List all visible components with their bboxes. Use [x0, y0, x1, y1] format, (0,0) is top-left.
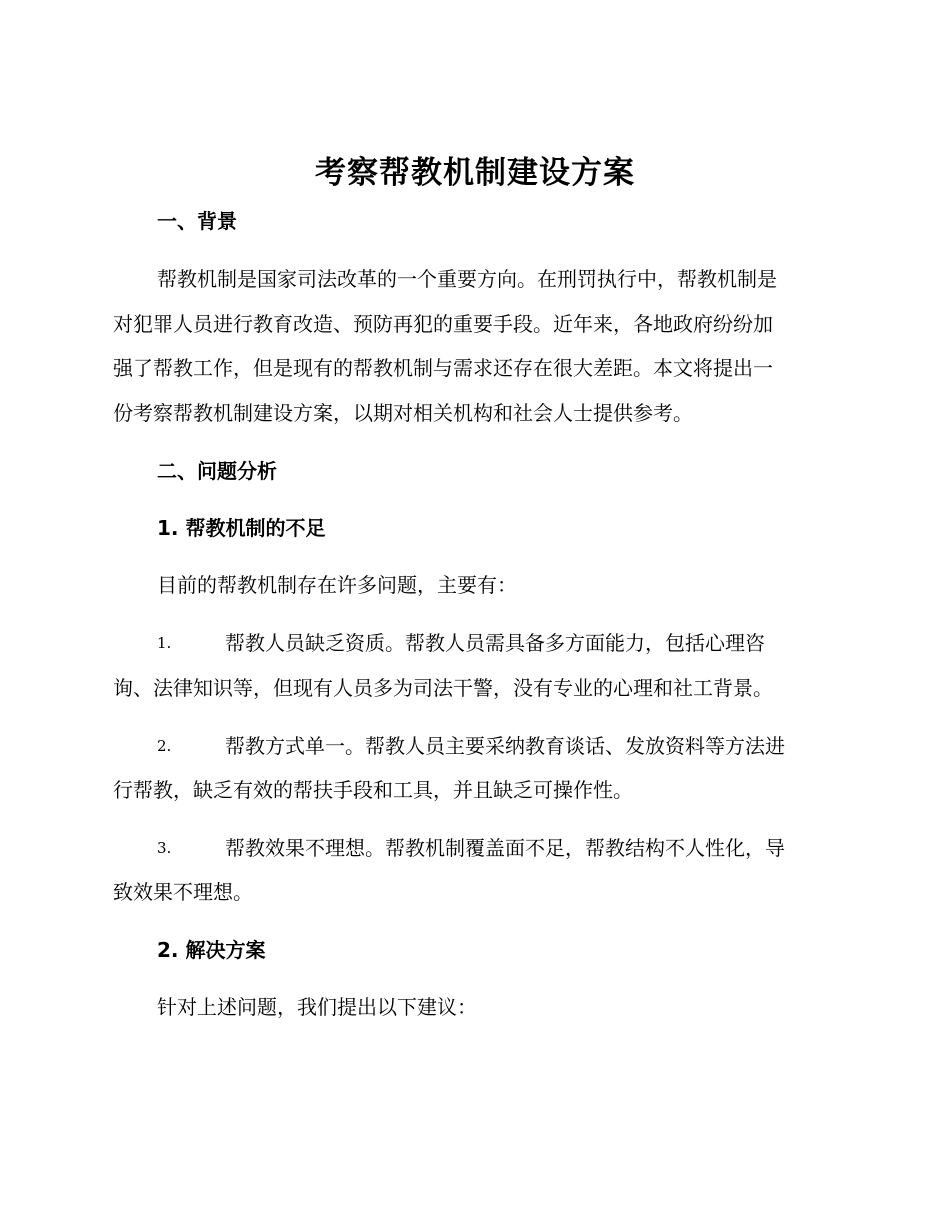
list-item-text: 询、法律知识等，但现有人员多为司法干警，没有专业的心理和社工背景。: [113, 676, 773, 700]
list-item-text: 帮教效果不理想。帮教机制覆盖面不足，帮教结构不人性化，导: [225, 836, 785, 860]
page-title: 考察帮教机制建设方案: [315, 155, 635, 191]
shortcomings-intro: 目前的帮教机制存在许多问题，主要有：: [157, 573, 517, 597]
list-item-text: 行帮教，缺乏有效的帮扶手段和工具，并且缺乏可操作性。: [113, 778, 633, 802]
solutions-intro: 针对上述问题，我们提出以下建议：: [157, 995, 477, 1019]
subsection-heading-shortcomings: 1. 帮教机制的不足: [157, 516, 326, 540]
subsection-heading-solutions: 2. 解决方案: [157, 938, 266, 962]
paragraph-line: 份考察帮教机制建设方案，以期对相关机构和社会人士提供参考。: [113, 401, 693, 425]
section-heading-background: 一、背景: [157, 209, 237, 233]
paragraph-line: 对犯罪人员进行教育改造、预防再犯的重要手段。近年来，各地政府纷纷加: [113, 312, 773, 336]
list-item-text: 帮教方式单一。帮教人员主要采纳教育谈话、发放资料等方法进: [225, 734, 785, 758]
list-item-number: 3.: [157, 839, 172, 857]
paragraph-line: 强了帮教工作，但是现有的帮教机制与需求还存在很大差距。本文将提出一: [113, 356, 773, 380]
section-heading-analysis: 二、问题分析: [157, 459, 277, 483]
list-item-text: 致效果不理想。: [113, 880, 253, 904]
paragraph-line: 帮教机制是国家司法改革的一个重要方向。在刑罚执行中，帮教机制是: [157, 267, 777, 291]
list-item-number: 2.: [157, 737, 172, 755]
list-item-text: 帮教人员缺乏资质。帮教人员需具备多方面能力，包括心理咨: [225, 631, 765, 655]
list-item-number: 1.: [157, 634, 172, 652]
